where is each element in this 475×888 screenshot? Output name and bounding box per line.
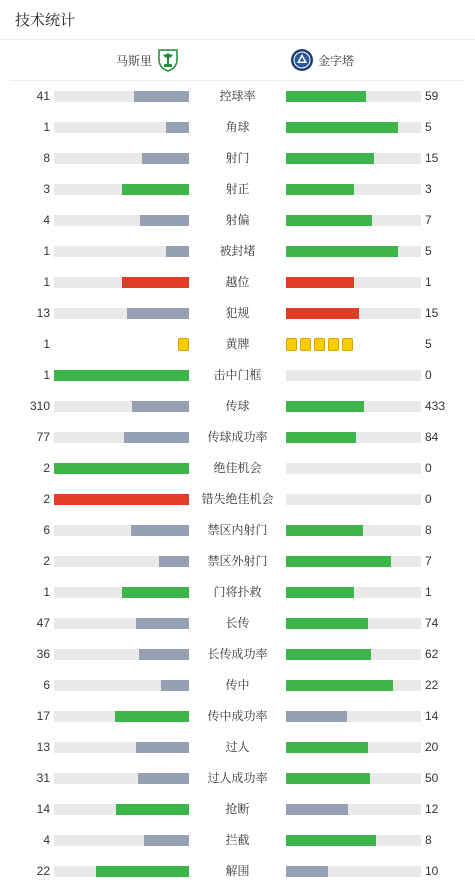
- pyramids-crest-icon: [290, 48, 314, 72]
- stat-row: [0, 360, 475, 391]
- away-stat-value: 62: [425, 647, 439, 661]
- stat-row: [0, 267, 475, 298]
- stat-row: [0, 205, 475, 236]
- stat-row: [0, 174, 475, 205]
- away-stat-bar: [286, 680, 421, 691]
- stat-row: [0, 298, 475, 329]
- stat-label: 射正: [225, 182, 250, 196]
- stat-label: 传中: [225, 678, 250, 692]
- home-stat-value: 47: [36, 616, 50, 630]
- away-stat-bar-fill: [286, 587, 354, 598]
- away-stat-value: 15: [425, 151, 439, 165]
- away-stat-value: 8: [425, 523, 432, 537]
- home-stat-bar-fill: [132, 401, 189, 412]
- away-stat-value: 7: [425, 554, 432, 568]
- home-stat-value: 3: [43, 182, 50, 196]
- away-stat-bar: [286, 742, 421, 753]
- home-stat-bar-fill: [127, 308, 189, 319]
- home-stat-bar: [54, 153, 189, 164]
- home-stat-bar-fill: [159, 556, 189, 567]
- home-stat-value: 2: [43, 461, 50, 475]
- away-stat-bar: [286, 556, 421, 567]
- stat-row: [0, 329, 475, 360]
- home-stat-bar-fill: [122, 587, 190, 598]
- home-stat-bar-fill: [124, 432, 189, 443]
- home-stat-bar: [54, 587, 189, 598]
- home-stat-bar-fill: [134, 91, 189, 102]
- stat-row: [0, 515, 475, 546]
- stat-row: [0, 856, 475, 887]
- stat-row: [0, 422, 475, 453]
- stat-label: 过人: [225, 740, 250, 754]
- home-stat-value: 2: [43, 554, 50, 568]
- away-stat-bar: [286, 463, 421, 474]
- stat-label: 控球率: [219, 89, 256, 103]
- stats-list: [0, 81, 475, 887]
- away-stat-bar: [286, 91, 421, 102]
- stat-row: [0, 670, 475, 701]
- home-stat-bar-fill: [166, 122, 189, 133]
- home-stat-value: 1: [43, 368, 50, 382]
- home-stat-bar-fill: [144, 835, 189, 846]
- away-stat-value: 5: [425, 244, 432, 258]
- stat-row: [0, 112, 475, 143]
- away-stat-bar-fill: [286, 680, 393, 691]
- away-stat-bar-fill: [286, 184, 354, 195]
- away-stat-bar: [286, 835, 421, 846]
- away-stat-value: 14: [425, 709, 439, 723]
- away-stat-value: 433: [425, 399, 446, 413]
- home-team-name: 马斯里: [115, 53, 152, 68]
- home-stat-bar-fill: [54, 463, 189, 474]
- home-stat-bar: [54, 308, 189, 319]
- away-stat-bar-fill: [286, 773, 370, 784]
- away-stat-bar-fill: [286, 122, 398, 133]
- away-stat-bar-fill: [286, 649, 371, 660]
- stat-label: 过人成功率: [207, 771, 268, 785]
- away-stat-bar: [286, 401, 421, 412]
- home-stat-value: 1: [43, 337, 50, 351]
- away-stat-bar-fill: [286, 525, 363, 536]
- home-stat-value: 2: [43, 492, 50, 506]
- home-yellow-cards: [178, 338, 189, 351]
- home-stat-bar-fill: [115, 711, 189, 722]
- away-stat-bar-fill: [286, 556, 391, 567]
- away-stat-bar-fill: [286, 153, 374, 164]
- stat-label: 拦截: [225, 833, 250, 847]
- stat-label: 黄牌: [225, 337, 250, 351]
- stat-label: 射偏: [225, 213, 250, 227]
- stat-label: 抢断: [225, 802, 250, 816]
- home-stat-bar: [54, 277, 189, 288]
- home-stat-bar: [54, 184, 189, 195]
- home-stat-value: 8: [43, 151, 50, 165]
- home-stat-value: 14: [36, 802, 50, 816]
- stat-row: [0, 236, 475, 267]
- away-stat-value: 84: [425, 430, 439, 444]
- stat-row: [0, 732, 475, 763]
- away-stat-bar: [286, 370, 421, 381]
- home-stat-bar-fill: [136, 618, 189, 629]
- home-stat-value: 13: [36, 306, 50, 320]
- home-stat-value: 22: [36, 864, 50, 878]
- away-stat-bar: [286, 711, 421, 722]
- away-stat-value: 59: [425, 89, 439, 103]
- away-stat-value: 1: [425, 275, 432, 289]
- stat-label: 击中门框: [213, 368, 262, 382]
- home-stat-bar: [54, 246, 189, 257]
- stat-row: [0, 484, 475, 515]
- stat-row: [0, 701, 475, 732]
- home-stat-value: 1: [43, 585, 50, 599]
- stat-label: 解围: [225, 864, 250, 878]
- away-stat-bar-fill: [286, 804, 348, 815]
- away-team[interactable]: [290, 40, 354, 80]
- away-stat-value: 0: [425, 368, 432, 382]
- away-stat-bar: [286, 804, 421, 815]
- home-stat-bar: [54, 680, 189, 691]
- home-stat-value: 17: [36, 709, 50, 723]
- home-stat-bar-fill: [116, 804, 189, 815]
- away-stat-bar-fill: [286, 618, 368, 629]
- home-stat-bar-fill: [122, 277, 190, 288]
- away-stat-value: 1: [425, 585, 432, 599]
- yellow-card-icon: [286, 338, 297, 351]
- yellow-card-icon: [178, 338, 189, 351]
- away-stat-value: 3: [425, 182, 432, 196]
- away-stat-bar-fill: [286, 432, 356, 443]
- away-stat-bar-fill: [286, 866, 328, 877]
- home-stat-bar: [54, 773, 189, 784]
- home-stat-value: 31: [36, 771, 50, 785]
- home-stat-value: 13: [36, 740, 50, 754]
- yellow-card-icon: [300, 338, 311, 351]
- home-stat-bar: [54, 835, 189, 846]
- al-masry-crest-icon: [156, 48, 180, 72]
- yellow-card-icon: [328, 338, 339, 351]
- yellow-card-icon: [342, 338, 353, 351]
- away-stat-bar: [286, 773, 421, 784]
- home-stat-bar: [54, 122, 189, 133]
- home-stat-value: 77: [36, 430, 50, 444]
- away-stat-bar: [286, 215, 421, 226]
- stat-row: [0, 391, 475, 422]
- home-stat-bar-fill: [54, 370, 189, 381]
- stat-row: [0, 825, 475, 856]
- away-stat-bar: [286, 122, 421, 133]
- home-stat-bar: [54, 742, 189, 753]
- stat-label: 传球成功率: [207, 430, 268, 444]
- home-stat-bar-fill: [139, 649, 189, 660]
- away-stat-value: 7: [425, 213, 432, 227]
- away-stat-bar: [286, 618, 421, 629]
- away-stat-value: 0: [425, 492, 432, 506]
- stat-row: [0, 453, 475, 484]
- home-stat-bar: [54, 649, 189, 660]
- stat-label: 传中成功率: [207, 709, 268, 723]
- stat-row: [0, 143, 475, 174]
- home-stat-bar-fill: [161, 680, 189, 691]
- away-stat-bar: [286, 525, 421, 536]
- home-stat-bar: [54, 866, 189, 877]
- home-stat-bar: [54, 494, 189, 505]
- teams-header: [10, 40, 465, 81]
- home-stat-value: 6: [43, 678, 50, 692]
- home-stat-value: 4: [43, 833, 50, 847]
- home-stat-bar: [54, 91, 189, 102]
- away-stat-value: 15: [425, 306, 439, 320]
- away-stat-bar: [286, 308, 421, 319]
- away-stat-bar-fill: [286, 277, 354, 288]
- stat-label: 犯规: [225, 306, 250, 320]
- away-stat-bar-fill: [286, 401, 364, 412]
- stat-label: 越位: [225, 275, 250, 289]
- stat-row: [0, 763, 475, 794]
- away-stat-bar-fill: [286, 711, 347, 722]
- away-stat-bar: [286, 246, 421, 257]
- stat-label: 错失绝佳机会: [201, 492, 274, 506]
- stat-label: 长传成功率: [207, 647, 268, 661]
- home-stat-bar: [54, 804, 189, 815]
- away-stat-value: 50: [425, 771, 439, 785]
- home-stat-value: 4: [43, 213, 50, 227]
- home-stat-bar: [54, 711, 189, 722]
- stat-row: [0, 577, 475, 608]
- away-stat-bar: [286, 866, 421, 877]
- home-stat-value: 1: [43, 244, 50, 258]
- home-stat-bar-fill: [142, 153, 189, 164]
- home-stat-bar-fill: [140, 215, 189, 226]
- home-stat-bar: [54, 525, 189, 536]
- away-stat-bar: [286, 587, 421, 598]
- home-stat-bar: [54, 618, 189, 629]
- stat-label: 被封堵: [219, 244, 256, 258]
- home-stat-bar-fill: [136, 742, 189, 753]
- home-stat-bar-fill: [54, 494, 189, 505]
- away-stat-bar: [286, 153, 421, 164]
- stat-row: [0, 81, 475, 112]
- away-stat-bar-fill: [286, 835, 376, 846]
- away-stat-bar-fill: [286, 215, 372, 226]
- away-stat-value: 5: [425, 120, 432, 134]
- away-stat-value: 12: [425, 802, 439, 816]
- away-stat-bar-fill: [286, 91, 366, 102]
- away-stat-value: 0: [425, 461, 432, 475]
- away-stat-value: 5: [425, 337, 432, 351]
- home-stat-bar-fill: [122, 184, 190, 195]
- stat-row: [0, 794, 475, 825]
- away-stat-value: 10: [425, 864, 439, 878]
- stat-label: 长传: [225, 616, 250, 630]
- home-stat-bar-fill: [131, 525, 189, 536]
- away-stat-value: 20: [425, 740, 439, 754]
- home-team[interactable]: [116, 40, 180, 80]
- away-stat-bar-fill: [286, 246, 398, 257]
- stat-row: [0, 546, 475, 577]
- home-stat-value: 6: [43, 523, 50, 537]
- stat-label: 门将扑救: [213, 585, 262, 599]
- home-stat-value: 1: [43, 275, 50, 289]
- home-stat-bar: [54, 370, 189, 381]
- home-stat-bar: [54, 556, 189, 567]
- stat-row: [0, 608, 475, 639]
- yellow-card-icon: [314, 338, 325, 351]
- stat-label: 绝佳机会: [213, 461, 262, 475]
- away-stat-value: 74: [425, 616, 439, 630]
- away-stat-bar: [286, 277, 421, 288]
- away-stat-bar: [286, 494, 421, 505]
- home-stat-bar: [54, 463, 189, 474]
- stat-label: 角球: [225, 120, 250, 134]
- home-stat-bar: [54, 432, 189, 443]
- away-stat-bar: [286, 432, 421, 443]
- home-stat-bar: [54, 215, 189, 226]
- away-stat-bar-fill: [286, 742, 368, 753]
- page-header: [0, 0, 475, 40]
- away-stat-value: 8: [425, 833, 432, 847]
- stat-label: 射门: [225, 151, 250, 165]
- stat-label: 传球: [225, 399, 250, 413]
- stat-label: 禁区外射门: [207, 554, 268, 568]
- home-stat-value: 310: [29, 399, 50, 413]
- home-stat-value: 1: [43, 120, 50, 134]
- away-stat-bar-fill: [286, 308, 359, 319]
- home-stat-value: 41: [36, 89, 50, 103]
- away-yellow-cards: [286, 338, 353, 351]
- stat-row: [0, 639, 475, 670]
- page-title: 技术统计: [15, 12, 76, 29]
- away-stat-bar: [286, 184, 421, 195]
- home-stat-bar-fill: [138, 773, 189, 784]
- away-team-name: 金字塔: [318, 53, 355, 68]
- away-stat-value: 22: [425, 678, 439, 692]
- away-stat-bar: [286, 649, 421, 660]
- home-stat-bar: [54, 401, 189, 412]
- home-stat-value: 36: [36, 647, 50, 661]
- home-stat-bar-fill: [166, 246, 189, 257]
- home-stat-bar-fill: [96, 866, 189, 877]
- stat-label: 禁区内射门: [207, 523, 268, 537]
